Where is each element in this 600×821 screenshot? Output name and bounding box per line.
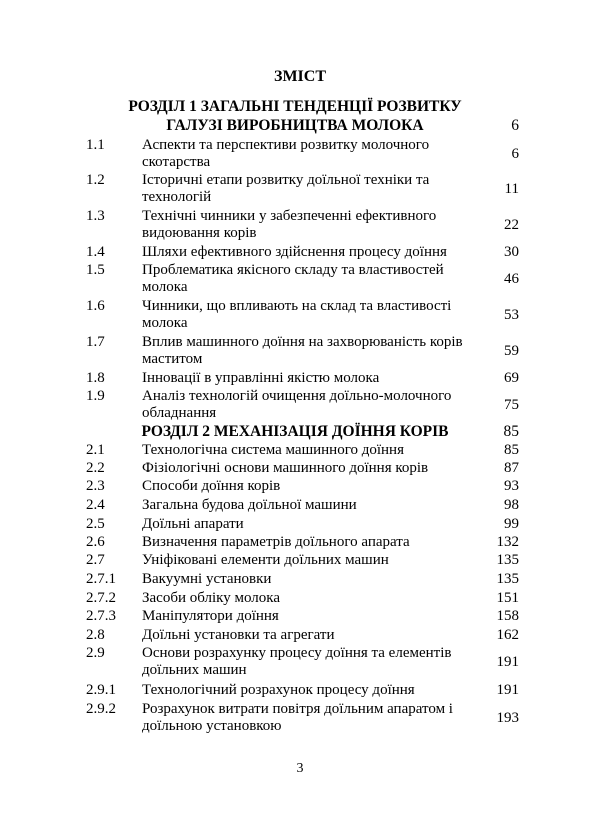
entry-title: Основи розрахунку процесу доїння та елементів доїльних машин (142, 645, 452, 678)
section-title-line: ГАЛУЗІ ВИРОБНИЦТВА МОЛОКА (166, 117, 424, 134)
entry-title: Маніпулятори доїння (142, 608, 279, 624)
entry-page: 85 (504, 442, 519, 458)
entry-title: Інновації в управлінні якістю молока (142, 370, 380, 386)
entry-number: 1.1 (86, 137, 105, 153)
section-title-line: РОЗДІЛ 2 МЕХАНІЗАЦІЯ ДОЇННЯ КОРІВ (141, 423, 449, 440)
entry-number: 2.3 (86, 478, 105, 494)
section-page: 6 (511, 117, 519, 134)
entry-title: Розрахунок витрати повітря доїльним апаратом і доїльною установкою (142, 701, 453, 734)
entry-page: 158 (496, 608, 519, 624)
entry-title: Аспекти та перспективи розвитку молочного скотарства (142, 137, 430, 170)
entry-title: Визначення параметрів доїльного апарата (142, 534, 410, 550)
entry-page: 22 (504, 217, 519, 233)
entry-page: 6 (511, 146, 519, 162)
entry-number: 2.7 (86, 552, 105, 568)
entry-page: 162 (496, 627, 519, 643)
entry-page: 87 (504, 460, 519, 476)
entry-number: 2.7.2 (86, 590, 116, 606)
entry-number: 1.2 (86, 172, 105, 188)
entry-title: Шляхи ефективного здійснення процесу доїння (142, 244, 447, 260)
section-page: 85 (503, 423, 519, 440)
entry-page: 99 (504, 516, 519, 532)
entry-title: Аналіз технологій очищення доїльно-молочного обладнання (142, 388, 452, 421)
entry-title: Технологічний розрахунок процесу доїння (142, 682, 415, 698)
entry-title: Технічні чинники у забезпеченні ефективного видоювання корів (142, 208, 437, 241)
entry-page: 98 (504, 497, 519, 513)
entry-page: 69 (504, 370, 519, 386)
entry-title: Проблематика якісного складу та властивостей молока (142, 262, 444, 295)
entry-number: 2.4 (86, 497, 105, 513)
page-number: 3 (296, 761, 304, 776)
entry-title: Технологічна система машинного доїння (142, 442, 404, 458)
entry-page: 30 (504, 244, 519, 260)
entry-title: Вплив машинного доїння на захворюваність корів маститом (142, 334, 463, 367)
entry-number: 2.9 (86, 645, 105, 661)
entry-number: 2.6 (86, 534, 105, 550)
entry-number: 1.4 (86, 244, 105, 260)
entry-number: 2.7.1 (86, 571, 116, 587)
entry-number: 1.9 (86, 388, 105, 404)
entry-title: Історичні етапи розвитку доїльної техніки та технологій (142, 172, 430, 205)
toc-title: ЗМІСТ (274, 68, 326, 85)
entry-title: Фізіологічні основи машинного доїння корів (142, 460, 429, 476)
entry-title: Уніфіковані елементи доїльних машин (142, 552, 389, 568)
entry-page: 191 (496, 654, 519, 670)
section-title-line: РОЗДІЛ 1 ЗАГАЛЬНІ ТЕНДЕНЦІЇ РОЗВИТКУ (128, 98, 462, 115)
entry-title: Способи доїння корів (142, 478, 281, 494)
entry-title: Чинники, що впливають на склад та властивості молока (142, 298, 452, 331)
entry-page: 135 (496, 571, 519, 587)
entry-title: Доїльні апарати (142, 516, 244, 532)
entry-title: Доїльні установки та агрегати (142, 627, 335, 643)
entry-title: Засоби обліку молока (142, 590, 280, 606)
entry-page: 135 (496, 552, 519, 568)
entry-page: 46 (504, 271, 519, 287)
entry-number: 2.8 (86, 627, 105, 643)
entry-page: 132 (496, 534, 519, 550)
entry-number: 2.9.1 (86, 682, 116, 698)
entry-number: 2.9.2 (86, 701, 116, 717)
entry-number: 2.5 (86, 516, 105, 532)
entry-title: Вакуумні установки (142, 571, 272, 587)
entry-title: Загальна будова доїльної машини (142, 497, 357, 513)
entry-page: 193 (496, 710, 519, 726)
entry-page: 151 (496, 590, 519, 606)
entry-number: 1.5 (86, 262, 105, 278)
entry-page: 75 (504, 397, 519, 413)
entry-number: 1.3 (86, 208, 105, 224)
entry-page: 53 (504, 307, 519, 323)
entry-number: 1.7 (86, 334, 105, 350)
entry-page: 191 (496, 682, 519, 698)
entry-page: 11 (504, 181, 519, 197)
entry-number: 2.1 (86, 442, 105, 458)
entry-number: 1.8 (86, 370, 105, 386)
entry-page: 59 (504, 343, 519, 359)
entry-page: 93 (504, 478, 519, 494)
entry-number: 2.7.3 (86, 608, 116, 624)
entry-number: 1.6 (86, 298, 105, 314)
entry-number: 2.2 (86, 460, 105, 476)
